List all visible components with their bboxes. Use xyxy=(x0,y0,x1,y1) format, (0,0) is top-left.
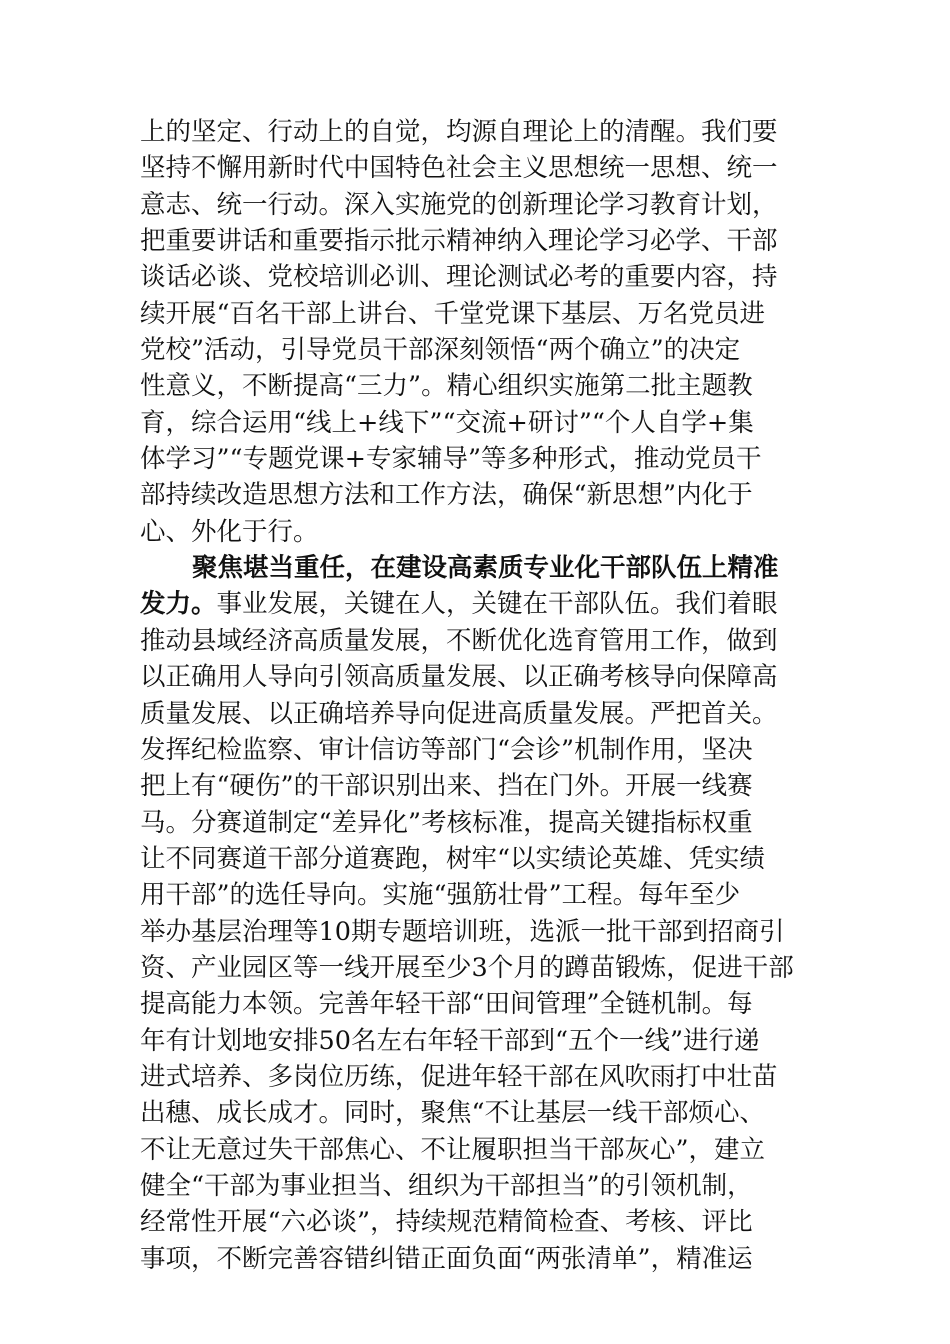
text-line: 不让无意过失干部焦心、不让履职担当干部灰心”，建立 xyxy=(140,1134,766,1165)
section-heading-end: 发力。 xyxy=(140,589,217,620)
text-line: 马。分赛道制定“差异化”考核标准，提高关键指标权重 xyxy=(140,807,753,838)
text-line: 以正确用人导向引领高质量发展、以正确考核导向保障高 xyxy=(140,662,778,693)
text-line: 进式培养、多岗位历练，促进年轻干部在风吹雨打中壮苗 xyxy=(140,1061,778,1092)
text-line: 事项，不断完善容错纠错正面负面“两张清单”，精准运 xyxy=(140,1243,753,1274)
text-line: 续开展“百名干部上讲台、千堂党课下基层、万名党员进 xyxy=(140,298,766,329)
text-line: 谈话必谈、党校培训必训、理论测试必考的重要内容，持 xyxy=(140,262,778,293)
text-line: 让不同赛道干部分道赛跑，树牢“以实绩论英雄、凭实绩 xyxy=(140,843,766,874)
text-line: 意志、统一行动。深入实施党的创新理论学习教育计划， xyxy=(140,189,778,220)
text-line: 性意义，不断提高“三力”。精心组织实施第二批主题教 xyxy=(140,371,753,402)
text-line: 体学习”“专题党课+专家辅导”等多种形式，推动党员干 xyxy=(140,444,762,475)
text-line: 质量发展、以正确培养导向促进高质量发展。严把首关。 xyxy=(140,698,778,729)
text-line: 举办基层治理等10期专题培训班，选派一批干部到招商引 xyxy=(140,916,785,947)
text-line: 把重要讲话和重要指示批示精神纳入理论学习必学、干部 xyxy=(140,226,778,257)
document-body xyxy=(140,114,810,1277)
text-line: 推动县域经济高质量发展，不断优化选育管用工作，做到 xyxy=(140,625,778,656)
text-line: 出穗、成长成才。同时，聚焦“不让基层一线干部烦心、 xyxy=(140,1098,766,1129)
text-line: 心、外化于行。 xyxy=(140,516,319,547)
text-line-rest: 事业发展，关键在人，关键在干部队伍。我们着眼 xyxy=(216,589,778,620)
text-line: 部持续改造思想方法和工作方法，确保“新思想”内化于 xyxy=(140,480,753,511)
text-line: 党校”活动，引导党员干部深刻领悟“两个确立”的决定 xyxy=(140,335,741,366)
text-line: 把上有“硬伤”的干部识别出来、挡在门外。开展一线赛 xyxy=(140,771,753,802)
text-line: 育，综合运用“线上+线下”“交流+研讨”“个人自学+集 xyxy=(140,407,754,438)
text-line: 经常性开展“六必谈”，持续规范精简检查、考核、评比 xyxy=(140,1207,753,1238)
text-line: 坚持不懈用新时代中国特色社会主义思想统一思想、统一 xyxy=(140,153,778,184)
text-line xyxy=(140,586,810,622)
text-line: 上的坚定、行动上的自觉，均源自理论上的清醒。我们要 xyxy=(140,117,778,147)
section-heading: 聚焦堪当重任，在建设高素质专业化干部队伍上精准 xyxy=(192,553,779,584)
text-line: 用干部”的选任导向。实施“强筋壮骨”工程。每年至少 xyxy=(140,880,741,911)
text-line: 提高能力本领。完善年轻干部“田间管理”全链机制。每 xyxy=(140,989,753,1020)
text-line: 发挥纪检监察、审计信访等部门“会诊”机制作用，坚决 xyxy=(140,734,753,765)
text-line: 健全“干部为事业担当、组织为干部担当”的引领机制， xyxy=(140,1170,753,1201)
text-line: 年有计划地安排50名左右年轻干部到“五个一线”进行递 xyxy=(140,1025,760,1056)
text-line: 资、产业园区等一线开展至少3个月的蹲苗锻炼，促进干部 xyxy=(140,952,794,983)
